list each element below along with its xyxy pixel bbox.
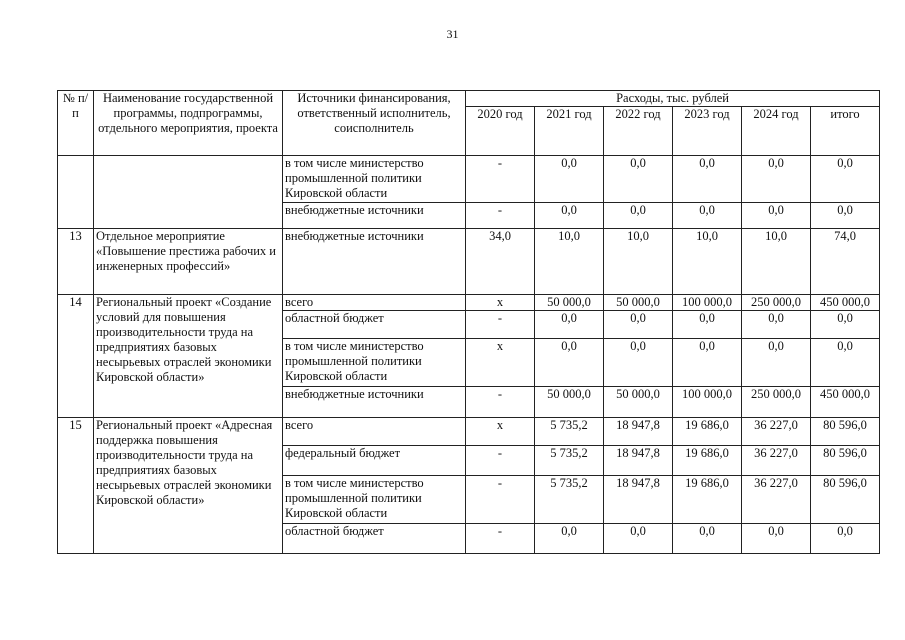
value-cell: 250 000,0	[742, 295, 811, 311]
value-cell: 0,0	[742, 156, 811, 203]
value-cell: 36 227,0	[742, 418, 811, 446]
value-cell: -	[466, 387, 535, 418]
value-cell: 10,0	[742, 229, 811, 295]
row-source: в том числе министерство промышленной политики Кировской области	[283, 339, 466, 387]
value-cell: 0,0	[811, 339, 880, 387]
row-num: 14	[58, 295, 94, 418]
header-year-2020: 2020 год	[466, 107, 535, 156]
value-cell: 0,0	[811, 203, 880, 229]
value-cell: 0,0	[811, 311, 880, 339]
value-cell: 10,0	[673, 229, 742, 295]
value-cell: -	[466, 203, 535, 229]
header-year-2023: 2023 год	[673, 107, 742, 156]
header-name: Наименование государственной программы, подпрограммы, отдельного мероприятия, проекта	[94, 91, 283, 156]
row-source: областной бюджет	[283, 311, 466, 339]
value-cell: 0,0	[535, 339, 604, 387]
header-sources: Источники финансирования, ответственный исполнитель, соисполнитель	[283, 91, 466, 156]
value-cell: -	[466, 156, 535, 203]
value-cell: 0,0	[673, 156, 742, 203]
value-cell: 450 000,0	[811, 387, 880, 418]
value-cell: 0,0	[673, 311, 742, 339]
value-cell: 50 000,0	[604, 295, 673, 311]
row-source: в том числе министерство промышленной политики Кировской области	[283, 156, 466, 203]
value-cell: 450 000,0	[811, 295, 880, 311]
value-cell: 0,0	[742, 311, 811, 339]
value-cell: -	[466, 524, 535, 554]
header-num: № п/п	[58, 91, 94, 156]
value-cell: 80 596,0	[811, 418, 880, 446]
value-cell: 0,0	[604, 339, 673, 387]
header-row	[58, 91, 880, 107]
table-row	[58, 295, 880, 311]
header-year-2021: 2021 год	[535, 107, 604, 156]
value-cell: 0,0	[673, 339, 742, 387]
value-cell: 0,0	[742, 524, 811, 554]
row-num: 13	[58, 229, 94, 295]
value-cell: 18 947,8	[604, 446, 673, 476]
value-cell: 0,0	[604, 203, 673, 229]
value-cell: 0,0	[535, 524, 604, 554]
value-cell: -	[466, 446, 535, 476]
page-number: 31	[446, 27, 459, 41]
header-year-2022: 2022 год	[604, 107, 673, 156]
value-cell: 0,0	[742, 203, 811, 229]
value-cell: 0,0	[604, 524, 673, 554]
value-cell: х	[466, 418, 535, 446]
value-cell: 0,0	[811, 156, 880, 203]
value-cell: 19 686,0	[673, 418, 742, 446]
value-cell: х	[466, 295, 535, 311]
value-cell: 18 947,8	[604, 476, 673, 524]
value-cell: 36 227,0	[742, 476, 811, 524]
header-total: итого	[811, 107, 880, 156]
value-cell: 0,0	[604, 311, 673, 339]
value-cell: 50 000,0	[604, 387, 673, 418]
value-cell: 10,0	[604, 229, 673, 295]
value-cell: 100 000,0	[673, 387, 742, 418]
value-cell: 5 735,2	[535, 476, 604, 524]
table-row	[58, 156, 880, 203]
value-cell: 5 735,2	[535, 446, 604, 476]
row-name: Отдельное мероприятие «Повышение престижа рабочих и инженерных профессий»	[94, 229, 283, 295]
value-cell: 0,0	[742, 339, 811, 387]
table-row	[58, 229, 880, 295]
row-num: 15	[58, 418, 94, 554]
row-num	[58, 156, 94, 229]
value-cell: 34,0	[466, 229, 535, 295]
value-cell: -	[466, 311, 535, 339]
row-source: в том числе министерство промышленной политики Кировской области	[283, 476, 466, 524]
value-cell: 80 596,0	[811, 476, 880, 524]
value-cell: 18 947,8	[604, 418, 673, 446]
value-cell: 50 000,0	[535, 387, 604, 418]
value-cell: 0,0	[535, 311, 604, 339]
value-cell: 0,0	[535, 156, 604, 203]
value-cell: 100 000,0	[673, 295, 742, 311]
row-name	[94, 156, 283, 229]
row-source: внебюджетные источники	[283, 387, 466, 418]
row-source: областной бюджет	[283, 524, 466, 554]
row-source: всего	[283, 418, 466, 446]
value-cell: 19 686,0	[673, 476, 742, 524]
value-cell: 0,0	[673, 524, 742, 554]
value-cell: 50 000,0	[535, 295, 604, 311]
row-source: внебюджетные источники	[283, 203, 466, 229]
value-cell: 0,0	[604, 156, 673, 203]
value-cell: 0,0	[811, 524, 880, 554]
table-row	[58, 418, 880, 446]
value-cell: 5 735,2	[535, 418, 604, 446]
value-cell: 10,0	[535, 229, 604, 295]
value-cell: 74,0	[811, 229, 880, 295]
row-name: Региональный проект «Создание условий для повышения производительности труда на предприятиях базовых несырьевых отраслей экономики Кировской области»	[94, 295, 283, 418]
header-expenses: Расходы, тыс. рублей	[466, 91, 880, 107]
value-cell: 80 596,0	[811, 446, 880, 476]
row-name: Региональный проект «Адресная поддержка повышения производительности труда на предприятиях базовых несырьевых отраслей экономики Кировской области»	[94, 418, 283, 554]
row-source: всего	[283, 295, 466, 311]
value-cell: 0,0	[535, 203, 604, 229]
row-source: внебюджетные источники	[283, 229, 466, 295]
value-cell: 250 000,0	[742, 387, 811, 418]
value-cell: 19 686,0	[673, 446, 742, 476]
value-cell: 0,0	[673, 203, 742, 229]
budget-table	[57, 90, 880, 554]
value-cell: х	[466, 339, 535, 387]
value-cell: 36 227,0	[742, 446, 811, 476]
header-year-2024: 2024 год	[742, 107, 811, 156]
row-source: федеральный бюджет	[283, 446, 466, 476]
value-cell: -	[466, 476, 535, 524]
